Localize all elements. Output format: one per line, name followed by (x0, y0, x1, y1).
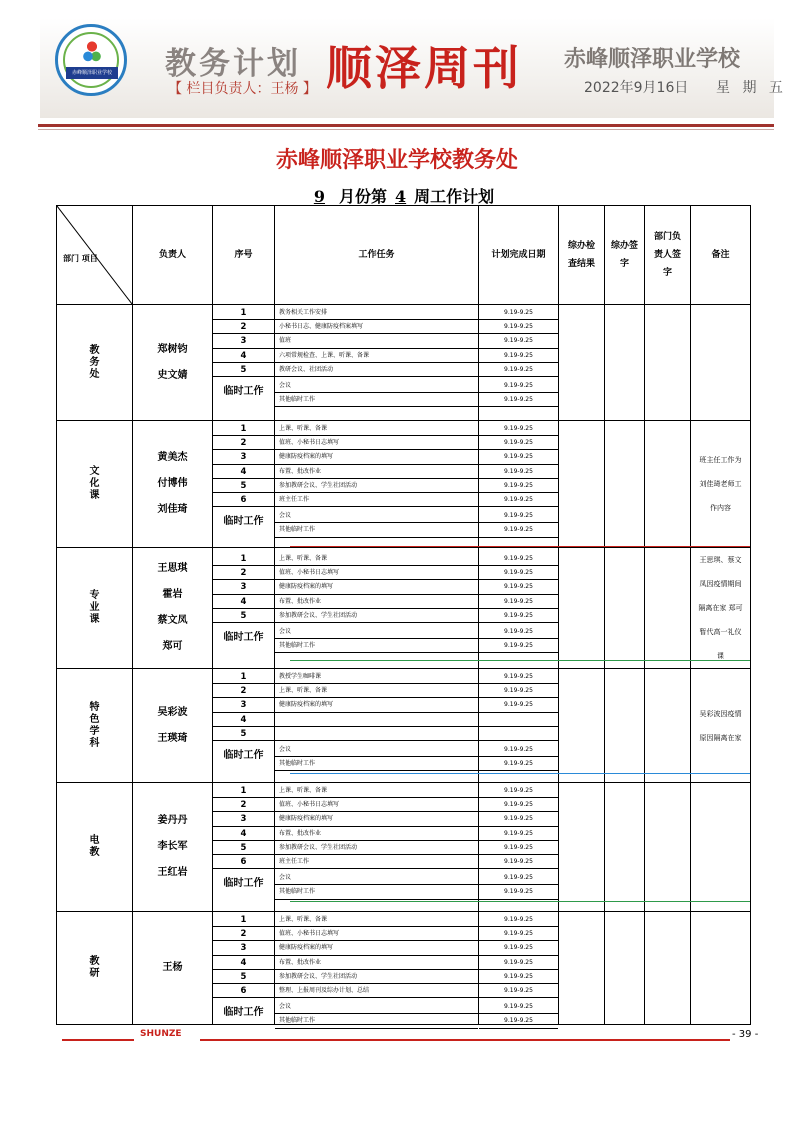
seq-number: 2 (213, 319, 274, 334)
temp-task-text: 其他临时工作 (275, 638, 478, 653)
dept-name: 教务处 (57, 305, 133, 421)
header-rule-thin (38, 129, 774, 130)
task-text: 布置、批改作业 (275, 594, 478, 609)
seq-number: 1 (213, 305, 274, 320)
deadline-cell (479, 669, 559, 783)
task-text: 上课、听课、备课 (275, 683, 478, 698)
footer-rule-left (62, 1039, 134, 1041)
section-rule-red (290, 546, 750, 547)
column-name: 教务计划 (165, 46, 301, 82)
task-text: 参加教研会议、学生社团活动 (275, 840, 478, 855)
temp-work-label: 临时工作 (223, 516, 264, 528)
deadline-text: 9.19-9.25 (479, 362, 558, 377)
head-sign-cell (645, 783, 691, 912)
dept-title: 赤峰顺泽职业学校教务处 (275, 147, 518, 173)
note-cell (691, 783, 751, 912)
sign-cell (605, 912, 645, 1025)
head-sign-cell (645, 912, 691, 1025)
deadline-text: 9.19-9.25 (479, 435, 558, 450)
task-text: 健康防疫档案的填写 (275, 811, 478, 826)
temp-work-label: 临时工作 (223, 750, 264, 761)
lead-name: 付博伟 (157, 478, 188, 489)
issue-date: 2022年9月16日 (584, 80, 689, 96)
seq-number: 6 (213, 983, 274, 998)
temp-deadline-text: 9.19-9.25 (479, 522, 558, 537)
deadline-text: 9.19-9.25 (479, 551, 558, 566)
task-text: 布置、批改作业 (275, 826, 478, 841)
task-text: 参加教研会议、学生社团活动 (275, 608, 478, 623)
task-text (275, 712, 478, 727)
lead-name: 吴彩波 (157, 706, 188, 718)
temp-deadline-text: 9.19-9.25 (479, 638, 558, 653)
seq-number: 4 (213, 955, 274, 970)
temp-task-text: 其他临时工作 (275, 522, 478, 537)
temp-task-text: 会议 (275, 624, 478, 639)
seq-number: 3 (213, 811, 274, 826)
header-head-sign: 部门负责人签字 (645, 206, 691, 305)
sign-cell (605, 669, 645, 783)
deadline-text: 9.19-9.25 (479, 940, 558, 955)
footer-rule-right (200, 1039, 730, 1041)
result-cell (559, 669, 605, 783)
section-row (57, 421, 751, 548)
seq-number: 3 (213, 940, 274, 955)
dept-name: 文化课 (57, 421, 133, 548)
deadline-text (479, 712, 558, 727)
task-text: 教研会议、社团活动 (275, 362, 478, 377)
work-plan-table (56, 205, 751, 1025)
note-cell (691, 305, 751, 421)
seq-number: 3 (213, 697, 274, 712)
lead-names (133, 912, 213, 1025)
deadline-text: 9.19-9.25 (479, 492, 558, 507)
seq-number: 4 (213, 464, 274, 479)
temp-work-label: 临时工作 (223, 386, 264, 397)
task-text: 健康防疫档案的填写 (275, 579, 478, 594)
sign-cell (605, 783, 645, 912)
head-sign-cell (645, 305, 691, 421)
seq-cell (213, 305, 275, 421)
header-dept-project (57, 206, 133, 305)
header-rule (38, 124, 774, 127)
seq-number: 2 (213, 926, 274, 941)
task-text: 值班、小秘书日志填写 (275, 926, 478, 941)
task-text: 健康防疫档案的填写 (275, 940, 478, 955)
column-editor: 【 栏目负责人：王杨 】 (168, 81, 317, 97)
section-rule-green (290, 660, 750, 661)
section-row (57, 912, 751, 1025)
seq-number: 2 (213, 797, 274, 812)
deadline-cell (479, 783, 559, 912)
temp-work-label: 临时工作 (223, 1007, 264, 1019)
deadline-text: 9.19-9.25 (479, 478, 558, 493)
temp-deadline-text: 9.19-9.25 (479, 392, 558, 407)
deadline-text: 9.19-9.25 (479, 579, 558, 594)
task-text: 参加教研会议、学生社团活动 (275, 969, 478, 984)
header-deadline: 计划完成日期 (479, 206, 559, 305)
temp-task-text: 会议 (275, 742, 478, 757)
temp-task-text: 其他临时工作 (275, 756, 478, 771)
dept-name: 专业课 (57, 548, 133, 669)
result-cell (559, 421, 605, 548)
task-text: 值班、小秘书日志填写 (275, 797, 478, 812)
temp-task-text: 其他临时工作 (275, 884, 478, 899)
lead-name: 史文婧 (157, 369, 188, 381)
lead-name: 郑可 (162, 641, 183, 652)
deadline-text: 9.19-9.25 (479, 421, 558, 436)
seq-number: 1 (213, 783, 274, 798)
seq-number: 3 (213, 579, 274, 594)
dept-name: 特色学科 (57, 669, 133, 783)
sign-cell (605, 548, 645, 669)
task-text: 布置、批改作业 (275, 464, 478, 479)
header-seq: 序号 (213, 206, 275, 305)
deadline-text: 9.19-9.25 (479, 565, 558, 580)
seq-number: 1 (213, 912, 274, 927)
task-text: 值班、小秘书日志填写 (275, 435, 478, 450)
seq-number: 5 (213, 478, 274, 493)
seq-cell (213, 783, 275, 912)
task-text: 健康防疫档案的填写 (275, 449, 478, 464)
lead-name: 霍岩 (162, 589, 183, 600)
plan-title (0, 184, 794, 207)
result-cell (559, 548, 605, 669)
note-cell: 班主任工作为刘佳琦老师工作内容 (691, 421, 751, 548)
seq-number: 3 (213, 449, 274, 464)
temp-deadline-text: 9.19-9.25 (479, 508, 558, 523)
deadline-text: 9.19-9.25 (479, 926, 558, 941)
lead-name: 蔡文凤 (157, 615, 188, 626)
dept-name: 电教 (57, 783, 133, 912)
seq-cell (213, 912, 275, 1025)
deadline-text: 9.19-9.25 (479, 854, 558, 869)
seq-number: 6 (213, 854, 274, 869)
seq-number: 6 (213, 492, 274, 507)
task-text: 上课、听课、备课 (275, 912, 478, 927)
table-header-row (57, 206, 751, 305)
deadline-cell (479, 305, 559, 421)
dept-name: 教研 (57, 912, 133, 1025)
task-text: 整理、上报周刊及综办计划、总结 (275, 983, 478, 998)
task-text: 小秘书日志、健康防疫档案填写 (275, 319, 478, 334)
head-sign-cell (645, 669, 691, 783)
temp-deadline-text: 9.19-9.25 (479, 378, 558, 393)
issue-weekday: 星 期 五 (716, 80, 787, 96)
deadline-cell (479, 912, 559, 1025)
seq-number: 2 (213, 565, 274, 580)
deadline-text: 9.19-9.25 (479, 811, 558, 826)
seq-number: 1 (213, 421, 274, 436)
section-row (57, 548, 751, 669)
deadline-text: 9.19-9.25 (479, 912, 558, 927)
deadline-cell (479, 421, 559, 548)
lead-name: 王红岩 (157, 867, 188, 878)
head-sign-cell (645, 548, 691, 669)
task-text: 教务相关工作安排 (275, 305, 478, 320)
task-text: 值班 (275, 333, 478, 348)
lead-name: 姜丹丹 (157, 815, 188, 826)
seq-cell (213, 548, 275, 669)
seq-cell (213, 421, 275, 548)
temp-deadline-text: 9.19-9.25 (479, 999, 558, 1014)
seq-number: 1 (213, 551, 274, 566)
lead-name: 黄美杰 (157, 452, 188, 463)
lead-name: 郑树钧 (157, 343, 188, 355)
deadline-text (479, 726, 558, 741)
logo-band: 赤峰顺泽职业学校 (66, 67, 118, 79)
deadline-text: 9.19-9.25 (479, 305, 558, 320)
temp-deadline-text: 9.19-9.25 (479, 756, 558, 771)
section-rule-blue (290, 773, 750, 774)
task-cell (275, 912, 479, 1025)
temp-task-text: 其他临时工作 (275, 392, 478, 407)
temp-deadline-text: 9.19-9.25 (479, 870, 558, 885)
deadline-text: 9.19-9.25 (479, 840, 558, 855)
task-text (275, 726, 478, 741)
deadline-text: 9.19-9.25 (479, 464, 558, 479)
task-text: 上课、听课、备课 (275, 551, 478, 566)
deadline-text: 9.19-9.25 (479, 608, 558, 623)
header-result: 综办检查结果 (559, 206, 605, 305)
school-logo (55, 24, 127, 96)
task-text: 上课、听课、备课 (275, 421, 478, 436)
deadline-text: 9.19-9.25 (479, 969, 558, 984)
deadline-text: 9.19-9.25 (479, 594, 558, 609)
header-sign: 综办签字 (605, 206, 645, 305)
lead-names (133, 669, 213, 783)
plan-month: 9 (313, 187, 325, 206)
plan-month-label: 月份第 (338, 187, 387, 206)
deadline-text: 9.19-9.25 (479, 683, 558, 698)
lead-name: 王杨 (162, 962, 183, 973)
seq-number: 2 (213, 435, 274, 450)
deadline-text: 9.19-9.25 (479, 955, 558, 970)
temp-task-text: 会议 (275, 508, 478, 523)
deadline-cell (479, 548, 559, 669)
task-cell (275, 421, 479, 548)
footer-brand: SHUNZE (140, 1029, 182, 1039)
seq-number: 4 (213, 348, 274, 363)
section-row (57, 669, 751, 783)
task-cell (275, 669, 479, 783)
task-text: 参加教研会议、学生社团活动 (275, 478, 478, 493)
task-text: 班主任工作 (275, 492, 478, 507)
lead-name: 王思琪 (157, 563, 188, 574)
seq-number: 4 (213, 712, 274, 727)
plan-week: 4 (395, 187, 407, 206)
lead-name: 刘佳琦 (157, 504, 188, 515)
lead-names (133, 305, 213, 421)
seq-number: 4 (213, 594, 274, 609)
task-text: 布置、批改作业 (275, 955, 478, 970)
seq-number: 5 (213, 726, 274, 741)
temp-work-label: 临时工作 (223, 878, 264, 890)
seq-cell (213, 669, 275, 783)
note-cell: 王思琪、蔡文凤因疫情期间隔离在家 郑可暂代高一礼仪课 (691, 548, 751, 669)
temp-deadline-text: 9.19-9.25 (479, 742, 558, 757)
header-note: 备注 (691, 206, 751, 305)
seq-number: 1 (213, 669, 274, 684)
lead-name: 王瑛琦 (157, 732, 188, 744)
sign-cell (605, 421, 645, 548)
task-cell (275, 305, 479, 421)
deadline-text: 9.19-9.25 (479, 319, 558, 334)
deadline-text: 9.19-9.25 (479, 826, 558, 841)
seq-number: 5 (213, 362, 274, 377)
magazine-title: 顺泽周刊 (326, 41, 522, 95)
task-text: 教授学生咖啡课 (275, 669, 478, 684)
temp-deadline-text: 9.19-9.25 (479, 1013, 558, 1028)
temp-deadline-text: 9.19-9.25 (479, 624, 558, 639)
task-cell (275, 548, 479, 669)
header-dept: 部门 项目 (63, 254, 98, 263)
page-number: - 39 - (732, 1029, 759, 1040)
seq-number: 5 (213, 608, 274, 623)
temp-work-label: 临时工作 (223, 632, 264, 643)
deadline-text: 9.19-9.25 (479, 697, 558, 712)
deadline-text: 9.19-9.25 (479, 797, 558, 812)
task-cell (275, 783, 479, 912)
lead-name: 李长军 (157, 841, 188, 852)
result-cell (559, 783, 605, 912)
head-sign-cell (645, 421, 691, 548)
section-rule-green-2 (290, 901, 750, 902)
temp-deadline-text: 9.19-9.25 (479, 884, 558, 899)
header-task: 工作任务 (275, 206, 479, 305)
result-cell (559, 305, 605, 421)
task-text: 班主任工作 (275, 854, 478, 869)
section-row (57, 305, 751, 421)
seq-number: 4 (213, 826, 274, 841)
result-cell (559, 912, 605, 1025)
section-row (57, 783, 751, 912)
header-lead: 负责人 (133, 206, 213, 305)
deadline-text: 9.19-9.25 (479, 333, 558, 348)
temp-task-text: 其他临时工作 (275, 1013, 478, 1028)
seq-number: 5 (213, 840, 274, 855)
deadline-text: 9.19-9.25 (479, 983, 558, 998)
seq-number: 3 (213, 333, 274, 348)
task-text: 值班、小秘书日志填写 (275, 565, 478, 580)
deadline-text: 9.19-9.25 (479, 449, 558, 464)
seq-number: 2 (213, 683, 274, 698)
task-text: 上课、听课、备课 (275, 783, 478, 798)
temp-task-text: 会议 (275, 999, 478, 1014)
lead-names (133, 421, 213, 548)
deadline-text: 9.19-9.25 (479, 348, 558, 363)
task-text: 健康防疫档案的填写 (275, 697, 478, 712)
sign-cell (605, 305, 645, 421)
note-cell (691, 912, 751, 1025)
temp-task-text: 会议 (275, 378, 478, 393)
seq-number: 5 (213, 969, 274, 984)
logo-figures-icon (82, 41, 102, 63)
plan-week-label: 周工作计划 (414, 187, 495, 206)
temp-task-text: 会议 (275, 870, 478, 885)
deadline-text: 9.19-9.25 (479, 669, 558, 684)
lead-names (133, 548, 213, 669)
deadline-text: 9.19-9.25 (479, 783, 558, 798)
school-name: 赤峰顺泽职业学校 (564, 47, 741, 72)
task-text: 六项常规检查、上课、听课、备课 (275, 348, 478, 363)
lead-names (133, 783, 213, 912)
note-cell: 吴彩波因疫情原因隔离在家 (691, 669, 751, 783)
